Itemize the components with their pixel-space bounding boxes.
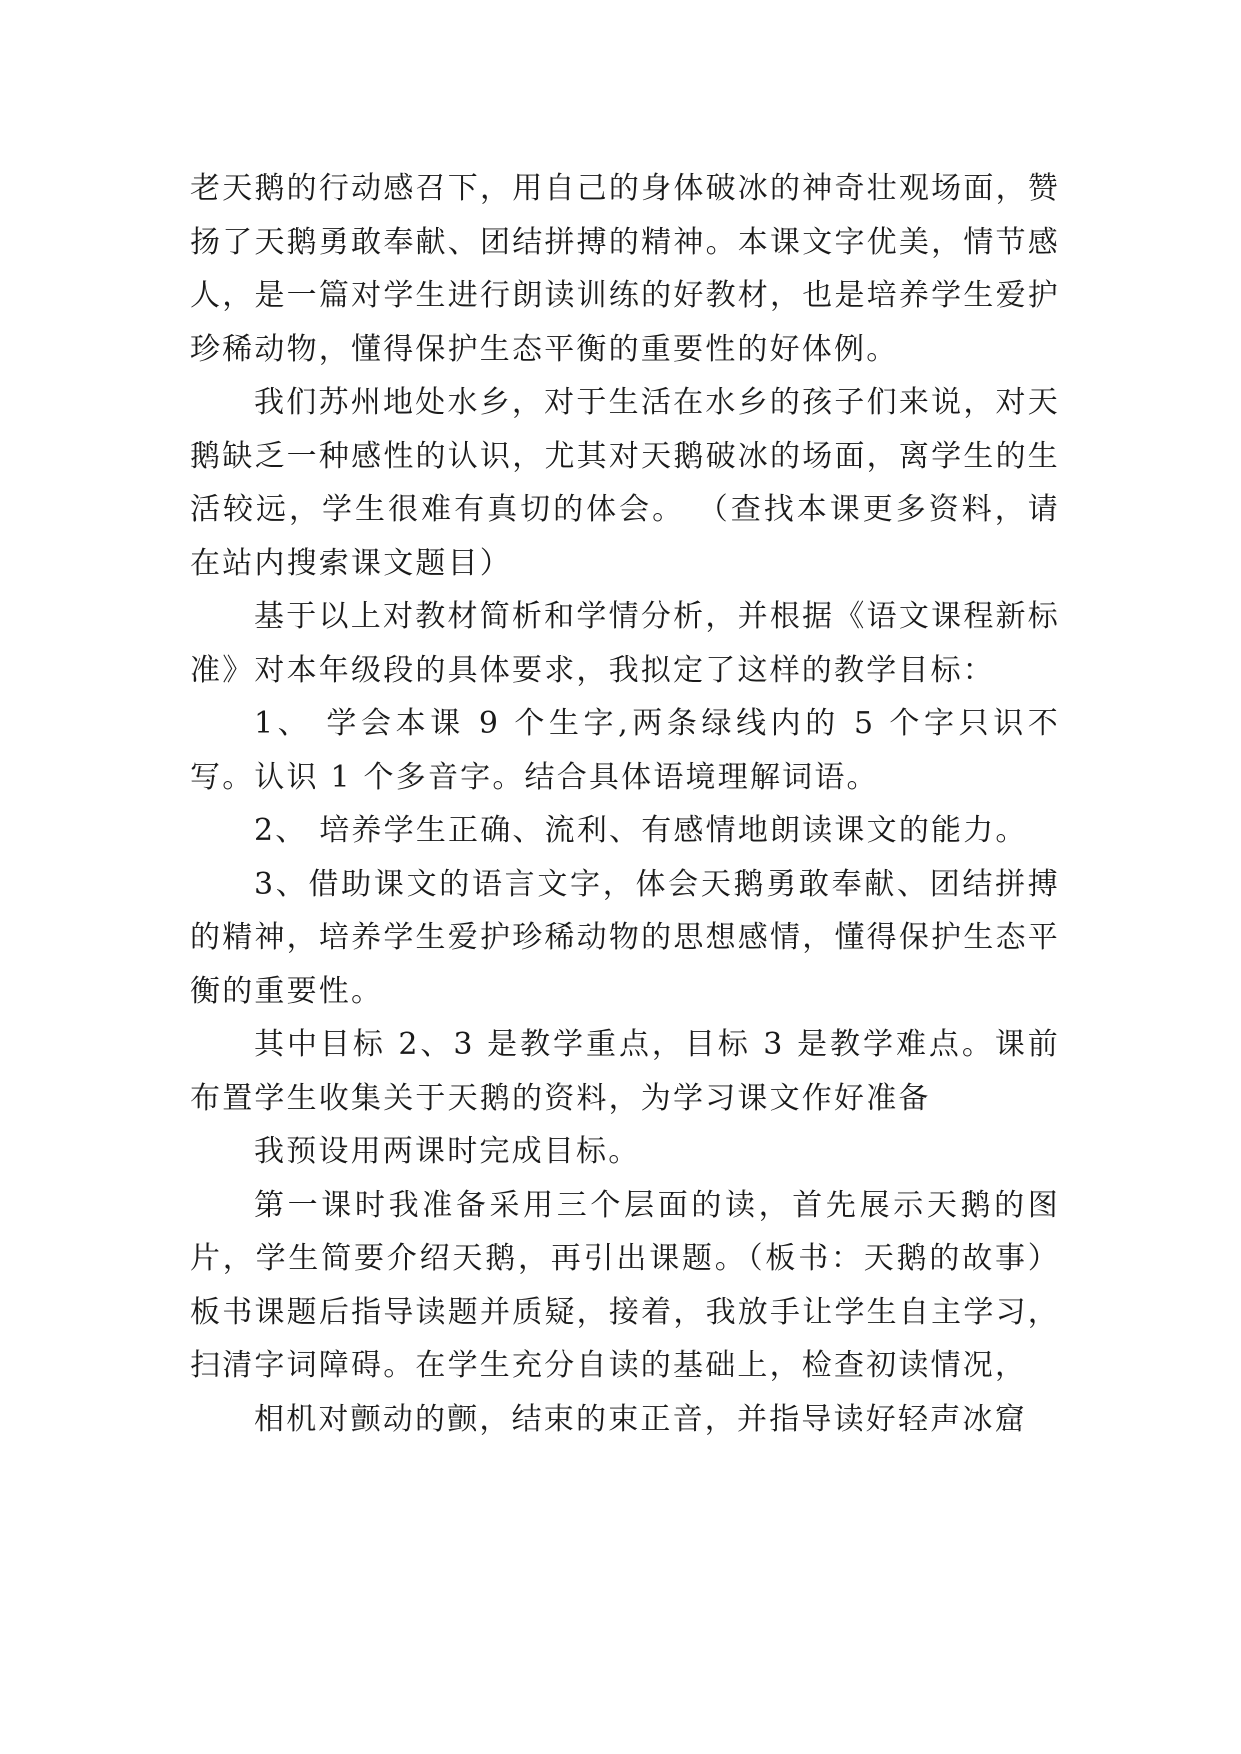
paragraph-pronunciation: 相机对颤动的颤，结束的束正音，并指导读好轻声冰窟: [254, 1401, 1027, 1437]
paragraph-key-points: 其中目标 2、3 是教学重点，目标 3 是教学难点。课前布置学生收集关于天鹅的资料，为学习课文作好准备: [190, 1027, 1060, 1116]
goal-2: 2、 培养学生正确、流利、有感情地朗读课文的能力。: [254, 813, 1028, 848]
paragraph-1: 老天鹅的行动感召下，用自己的身体破冰的神奇壮观场面，赞扬了天鹅勇敢奉献、团结拼搏的精神。本课文字优美，情节感人，是一篇对学生进行朗读训练的好教材，也是培养学生爱护珍稀动物，懂得保护生态平衡的重要性的好体例。: [190, 171, 1060, 367]
paragraph-schedule: 我预设用两课时完成目标。: [254, 1134, 641, 1169]
goal-1: 1、 学会本课 9 个生字,两条绿线内的 5 个字只识不写。认识 1 个多音字。结合具体语境理解词语。: [190, 706, 1060, 795]
paragraph-first-lesson: 第一课时我准备采用三个层面的读，首先展示天鹅的图片，学生简要介绍天鹅，再引出课题。（板书：天鹅的故事）板书课题后指导读题并质疑，接着，我放手让学生自主学习，扫清字词障碍。在学生充分自读的基础上，检查初读情况，: [190, 1187, 1060, 1383]
goal-3: 3、借助课文的语言文字，体会天鹅勇敢奉献、团结拼搏的精神，培养学生爱护珍稀动物的思想感情，懂得保护生态平衡的重要性。: [190, 866, 1060, 1009]
paragraph-3: 基于以上对教材简析和学情分析，并根据《语文课程新标准》对本年级段的具体要求，我拟定了这样的教学目标：: [190, 599, 1060, 688]
document-body: [190, 162, 1060, 1446]
paragraph-2: 我们苏州地处水乡，对于生活在水乡的孩子们来说，对天鹅缺乏一种感性的认识，尤其对天鹅破冰的场面，离学生的生活较远，学生很难有真切的体会。 （查找本课更多资料，请在站内搜索课文题目）: [190, 385, 1060, 581]
